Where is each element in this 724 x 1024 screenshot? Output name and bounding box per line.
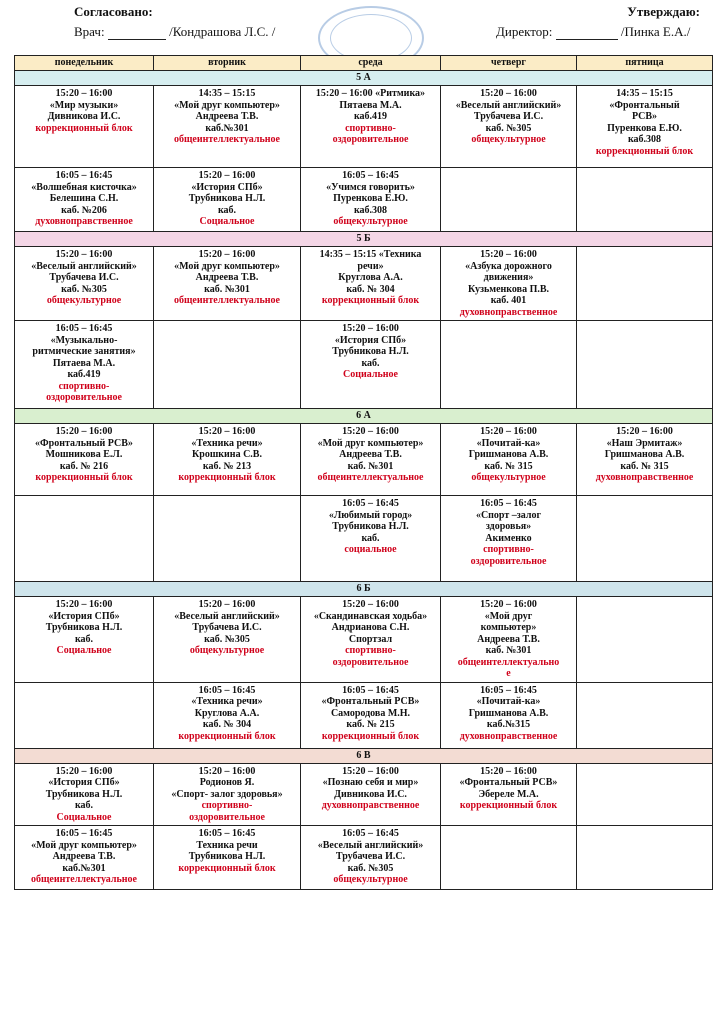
lesson-row bbox=[15, 321, 713, 409]
lesson-cell bbox=[441, 496, 577, 582]
activity-direction: общеинтеллектуальное bbox=[30, 874, 137, 885]
lesson-details: 15:20 – 16:00 «Веселый английский» Трубачева И.С. каб. №305 bbox=[174, 599, 280, 645]
weekday-monday: понедельник bbox=[15, 56, 154, 71]
lesson-details: 15:20 – 16:00 «История СПб» Трубникова Н.Л. каб. bbox=[188, 170, 266, 216]
lesson-cell bbox=[301, 321, 441, 409]
lesson-cell bbox=[15, 763, 154, 826]
activity-direction: общекультурное bbox=[471, 134, 546, 145]
lesson-cell bbox=[15, 597, 154, 683]
grade-label: 6 Б bbox=[15, 582, 713, 597]
grade-row bbox=[15, 232, 713, 247]
grade-label: 5 Б bbox=[15, 232, 713, 247]
lesson-details: 15:20 – 16:00 «Фронтальный РСВ» Мошникова Е.Л. каб. № 216 bbox=[35, 426, 133, 472]
grade-row bbox=[15, 582, 713, 597]
doctor-signature bbox=[108, 27, 166, 40]
lesson-cell bbox=[154, 682, 301, 748]
lesson-cell bbox=[15, 496, 154, 582]
lesson-cell bbox=[301, 168, 441, 232]
lesson-cell bbox=[154, 168, 301, 232]
lesson-cell bbox=[301, 424, 441, 496]
activity-direction: коррекционный блок bbox=[178, 472, 276, 483]
lesson-cell bbox=[301, 247, 441, 321]
activity-direction: духовноправственное bbox=[595, 472, 694, 483]
lesson-cell bbox=[577, 86, 713, 168]
grade-label: 6 А bbox=[15, 409, 713, 424]
lesson-row bbox=[15, 424, 713, 496]
lesson-cell bbox=[15, 86, 154, 168]
activity-direction: Социальное bbox=[56, 645, 112, 656]
lesson-cell bbox=[15, 682, 154, 748]
lesson-cell bbox=[301, 496, 441, 582]
activity-direction: общекультурное bbox=[189, 645, 265, 656]
lesson-details: 16:05 – 16:45 «Фронтальный РСВ» Самородова М.Н. каб. № 215 bbox=[321, 684, 420, 730]
lesson-cell bbox=[15, 247, 154, 321]
lesson-cell bbox=[441, 321, 577, 409]
lesson-details: 15:20 – 16:00 «Веселый английский» Трубачева И.С. каб. №305 bbox=[455, 88, 562, 134]
grade-row bbox=[15, 71, 713, 86]
lesson-cell bbox=[154, 424, 301, 496]
lesson-details: 16:05 – 16:45 «Веселый английский» Трубачева И.С. каб. №305 bbox=[317, 828, 424, 874]
lesson-details: 16:05 – 16:45 «Музыкально- ритмические занятия» Пятаева М.А. каб.419 bbox=[32, 323, 136, 380]
grade-row bbox=[15, 409, 713, 424]
lesson-details: 16:05 – 16:45 «Почитай-ка» Гришманова А.В. каб.№315 bbox=[468, 684, 549, 730]
lesson-cell bbox=[577, 321, 713, 409]
lesson-details: 15:20 – 16:00 «Веселый английский» Трубачева И.С. каб. №305 bbox=[31, 249, 137, 295]
activity-direction: спортивно- оздоровительное bbox=[332, 645, 409, 668]
activity-direction: духовноправственное bbox=[35, 216, 133, 227]
lesson-details: 15:20 – 16:00 «Скандинавская ходьба» Андрианова С.Н. Спортзал bbox=[313, 599, 428, 645]
lesson-details: 16:05 – 16:45 «Техника речи» Круглова А.А. каб. № 304 bbox=[191, 684, 263, 730]
lesson-cell bbox=[301, 597, 441, 683]
lesson-details: 15:20 – 16:00 «Познаю себя и мир» Дивникова И.С. bbox=[322, 765, 419, 800]
lesson-cell bbox=[577, 682, 713, 748]
activity-direction: спортивно- оздоровительное bbox=[46, 380, 122, 403]
activity-direction: коррекционный блок bbox=[35, 472, 133, 483]
activity-direction: общеинтеллектуальное bbox=[173, 295, 280, 306]
activity-direction: спортивно- оздоровительное bbox=[470, 544, 547, 567]
approval-title: Согласовано: bbox=[74, 4, 153, 19]
lesson-details: 16:05 – 16:45 «Волшебная кисточка» Белешина С.Н. каб. №206 bbox=[31, 170, 137, 216]
lesson-details: 16:05 – 16:45 «Спорт –залог здоровья» Акименко bbox=[475, 498, 542, 544]
lesson-details: 15:20 – 16:00 «Азбука дорожного движения» Кузьменкова П.В. каб. 401 bbox=[465, 249, 552, 306]
lesson-cell bbox=[154, 597, 301, 683]
lesson-row bbox=[15, 597, 713, 683]
lesson-cell bbox=[15, 321, 154, 409]
lesson-details: 15:20 – 16:00 «Мир музыки» Дивникова И.С. bbox=[47, 88, 121, 122]
lesson-cell bbox=[441, 826, 577, 890]
lesson-cell bbox=[441, 682, 577, 748]
lesson-cell bbox=[15, 168, 154, 232]
lesson-details: 16:05 – 16:45 «Учимся говорить» Пуренкова Е.Ю. каб.308 bbox=[326, 170, 415, 216]
lesson-details: 15:20 – 16:00 Родионов Я. «Спорт- залог здоровья» bbox=[171, 765, 283, 800]
lesson-details: 16:05 – 16:45 Техника речи Трубникова Н.Л. bbox=[188, 828, 266, 862]
director-label: Директор: bbox=[496, 24, 553, 39]
lesson-details: 14:35 – 15:15 «Мой друг компьютер» Андреева Т.В. каб.№301 bbox=[174, 88, 280, 134]
weekday-wednesday: среда bbox=[301, 56, 441, 71]
lesson-details: 15:20 – 16:00 «История СПб» Трубникова Н.Л. каб. bbox=[45, 599, 123, 645]
lesson-cell bbox=[154, 763, 301, 826]
activity-direction: коррекционный блок bbox=[459, 800, 558, 811]
activity-direction: общекультурное bbox=[46, 295, 122, 306]
doctor-name: /Кондрашова Л.С. / bbox=[169, 24, 276, 39]
activity-direction: общекультурное bbox=[471, 472, 546, 483]
doctor-label: Врач: bbox=[74, 24, 105, 39]
lesson-cell bbox=[577, 826, 713, 890]
lesson-details: 15:20 – 16:00 «Наш Эрмитаж» Гришманова А.В. каб. № 315 bbox=[604, 426, 685, 472]
lesson-row bbox=[15, 763, 713, 826]
lesson-row bbox=[15, 168, 713, 232]
lesson-cell bbox=[301, 826, 441, 890]
weekday-thursday: четверг bbox=[441, 56, 577, 71]
lesson-cell bbox=[577, 247, 713, 321]
activity-direction: общекультурное bbox=[333, 216, 408, 227]
lesson-cell bbox=[577, 424, 713, 496]
director-name: /Пинка Е.А./ bbox=[620, 24, 691, 39]
schedule-body bbox=[15, 71, 713, 890]
activity-direction: общеинтеллектуальное bbox=[173, 134, 280, 145]
lesson-row bbox=[15, 682, 713, 748]
lesson-row bbox=[15, 86, 713, 168]
lesson-cell bbox=[301, 682, 441, 748]
lesson-cell bbox=[577, 168, 713, 232]
lesson-cell bbox=[441, 763, 577, 826]
activity-direction: духовноправственное bbox=[459, 306, 558, 318]
lesson-details: 16:05 – 16:45 «Мой друг компьютер» Андреева Т.В. каб.№301 bbox=[31, 828, 137, 874]
weekday-header-row bbox=[15, 56, 713, 71]
grade-label: 5 А bbox=[15, 71, 713, 86]
activity-direction: Социальное bbox=[56, 811, 112, 823]
doctor-signature-line bbox=[74, 24, 275, 40]
activity-direction: коррекционный блок bbox=[178, 862, 276, 874]
lesson-details: 15:20 – 16:00 «История СПб» Трубникова Н.Л. каб. bbox=[45, 765, 123, 811]
lesson-details: 14:35 – 15:15 «Техника речи» Круглова А.А. каб. № 304 bbox=[319, 249, 422, 295]
weekday-friday: пятница bbox=[577, 56, 713, 71]
lesson-details: 15:20 – 16:00 «Мой друг компьютер» Андреева Т.В. каб. №301 bbox=[317, 426, 424, 472]
activity-direction: коррекционный блок bbox=[178, 730, 276, 742]
lesson-details: 14:35 – 15:15 «Фронтальный РСВ» Пуренкова Е.Ю. каб.308 bbox=[607, 88, 682, 145]
lesson-cell bbox=[577, 763, 713, 826]
lesson-details: 15:20 – 16:00 «Мой друг компьютер» Андреева Т.В. каб. №301 bbox=[477, 599, 540, 656]
lesson-row bbox=[15, 826, 713, 890]
director-signature bbox=[556, 27, 618, 40]
activity-direction: общекультурное bbox=[333, 874, 408, 885]
activity-direction: спортивно- оздоровительное bbox=[189, 800, 265, 823]
activity-direction: общеинтеллектуально е bbox=[457, 656, 560, 679]
activity-direction: духовноправственное bbox=[321, 800, 420, 811]
activity-direction: коррекционный блок bbox=[321, 295, 420, 306]
lesson-details: 16:05 – 16:45 «Любимый город» Трубникова Н.Л. каб. bbox=[328, 498, 413, 544]
activity-direction: Социальное bbox=[343, 369, 398, 380]
lesson-cell bbox=[577, 597, 713, 683]
lesson-cell bbox=[154, 247, 301, 321]
lesson-details: 15:20 – 16:00 «Мой друг компьютер» Андреева Т.В. каб. №301 bbox=[174, 249, 280, 295]
activity-direction: коррекционный блок bbox=[321, 730, 420, 742]
schedule-table bbox=[14, 55, 713, 890]
lesson-cell bbox=[441, 597, 577, 683]
activity-direction: коррекционный блок bbox=[35, 122, 133, 134]
lesson-cell bbox=[154, 496, 301, 582]
lesson-row bbox=[15, 496, 713, 582]
grade-row bbox=[15, 748, 713, 763]
lesson-cell bbox=[154, 321, 301, 409]
activity-direction: духовноправственное bbox=[459, 730, 558, 742]
lesson-cell bbox=[441, 424, 577, 496]
lesson-cell bbox=[301, 86, 441, 168]
director-signature-line bbox=[496, 24, 690, 40]
activity-direction: коррекционный блок bbox=[595, 145, 694, 157]
lesson-cell bbox=[15, 826, 154, 890]
activity-direction: общеинтеллектуальное bbox=[317, 472, 424, 483]
lesson-cell bbox=[577, 496, 713, 582]
lesson-cell bbox=[15, 424, 154, 496]
lesson-cell bbox=[441, 168, 577, 232]
lesson-details: 15:20 – 16:00 «Ритмика» Пятаева М.А. каб.419 bbox=[315, 88, 426, 122]
lesson-details: 15:20 – 16:00 «Почитай-ка» Гришманова А.В. каб. № 315 bbox=[468, 426, 549, 472]
weekday-tuesday: вторник bbox=[154, 56, 301, 71]
confirm-title: Утверждаю: bbox=[627, 4, 700, 19]
lesson-details: 15:20 – 16:00 «Фронтальный РСВ» Эбереле М.А. bbox=[459, 765, 558, 800]
lesson-cell bbox=[441, 86, 577, 168]
activity-direction: Социальное bbox=[199, 216, 255, 227]
activity-direction: спортивно- оздоровительное bbox=[332, 122, 409, 145]
lesson-details: 15:20 – 16:00 «История СПб» Трубникова Н.Л. каб. bbox=[332, 323, 409, 369]
lesson-cell bbox=[441, 247, 577, 321]
document-header bbox=[0, 0, 724, 52]
lesson-row bbox=[15, 247, 713, 321]
lesson-details: 15:20 – 16:00 «Техника речи» Крошкина С.В. каб. № 213 bbox=[191, 426, 263, 472]
grade-label: 6 В bbox=[15, 748, 713, 763]
activity-direction: социальное bbox=[344, 544, 397, 555]
lesson-cell bbox=[154, 826, 301, 890]
lesson-cell bbox=[301, 763, 441, 826]
lesson-cell bbox=[154, 86, 301, 168]
